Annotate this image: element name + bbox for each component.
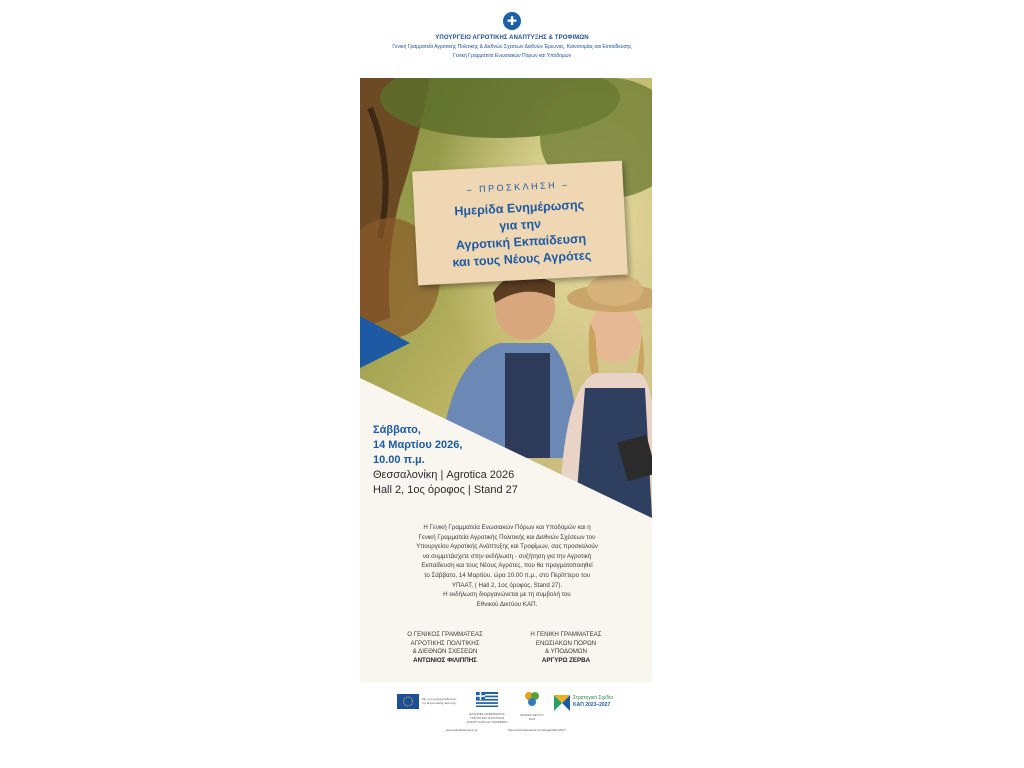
body-line: Εκπαίδευση και τους Νέους Αγρότες, που θα πραγματοποιηθεί bbox=[421, 562, 593, 570]
signature-title-line: ΕΝΩΣΙΑΚΩΝ ΠΟΡΩΝ bbox=[535, 639, 597, 647]
invitation-poster bbox=[360, 78, 652, 682]
event-date: 14 Μαρτίου 2026, bbox=[373, 439, 463, 451]
cap-plan-line2: ΚΑΠ 2023–2027 bbox=[573, 702, 611, 708]
body-line: Υπουργείου Αγροτικής Ανάπτυξης και Τροφίμων, σας προσκαλούν bbox=[416, 543, 598, 551]
eu-flag-icon bbox=[397, 694, 419, 709]
event-venue: Θεσσαλονίκη | Agrotica 2026 bbox=[373, 469, 515, 481]
cap-plan-logo bbox=[554, 695, 624, 711]
body-line: να συμμετάσχετε στην εκδήλωση - συζήτηση για την Αγροτική bbox=[422, 552, 592, 560]
invitation-card bbox=[412, 161, 628, 286]
invitation-label: – ΠΡΟΣΚΛΗΣΗ – bbox=[466, 179, 570, 195]
body-line: το Σάββατο, 14 Μαρτίου, ώρα 10.00 π.μ., στο Περίπτερο του bbox=[423, 571, 591, 579]
network-logo bbox=[520, 690, 544, 721]
event-day: Σάββατο, bbox=[373, 424, 421, 436]
footer-logos bbox=[360, 688, 652, 738]
title-line: και τους Νέους Αγρότες bbox=[452, 248, 592, 270]
signature-title-line: Ο ΓΕΝΙΚΟΣ ΓΡΑΜΜΑΤΕΑΣ bbox=[407, 631, 483, 638]
signature-left bbox=[385, 631, 505, 665]
signature-title-line: & ΔΙΕΘΝΩΝ ΣΧΕΣΕΩΝ bbox=[412, 648, 478, 656]
title-line: Αγροτική Εκπαίδευση bbox=[455, 231, 587, 253]
network-text: ΕΘΝΙΚΟ ΔΙΚΤΥΟ ΚΑΠ bbox=[520, 713, 544, 721]
signature-title-line: & ΥΠΟΔΟΜΩΝ bbox=[544, 648, 588, 656]
cap-plan-line1: Στρατηγικό Σχέδιο bbox=[573, 695, 614, 701]
eu-logo bbox=[397, 694, 461, 709]
title-line: για την bbox=[498, 216, 542, 234]
eu-text: Με τη συγχρηματοδότηση της Ευρωπαϊκής Ένωσης bbox=[422, 697, 457, 705]
signature-right bbox=[506, 631, 626, 665]
cap-plan-icon bbox=[554, 695, 570, 711]
network-leaf-icon bbox=[523, 690, 541, 708]
signature-name: ΑΡΓΥΡΩ ΖΕΡΒΑ bbox=[541, 656, 591, 664]
signature-name: ΑΝΤΩΝΙΟΣ ΦΙΛΙΠΠΗΣ bbox=[413, 656, 477, 664]
body-line: Η Γενική Γραμματεία Ενωσιακών Πόρων και Υποδομών και η bbox=[423, 524, 591, 531]
facebook-link[interactable]: https://www.facebook.com/kapgr2023-2027 bbox=[508, 728, 566, 732]
ministry-header bbox=[300, 12, 724, 61]
body-line: Εθνικού Δικτύου ΚΑΠ. bbox=[476, 600, 538, 608]
body-line: Η εκδήλωση διοργανώνεται με τη συμβολή του bbox=[443, 591, 571, 599]
ministry-title: ΥΠΟΥΡΓΕΙΟ ΑΓΡΟΤΙΚΗΣ ΑΝΑΠΤΥΞΗΣ & ΤΡΟΦΙΜΩΝ bbox=[435, 35, 589, 41]
greek-flag-icon bbox=[476, 692, 498, 707]
body-line: Γενική Γραμματεία Αγροτικής Πολιτικής και Διεθνών Σχέσεων του bbox=[418, 533, 596, 541]
signature-title-line: Η ΓΕΝΙΚΗ ΓΡΑΜΜΑΤΕΑΣ bbox=[530, 631, 602, 638]
event-hall: Hall 2, 1ος όροφος | Stand 27 bbox=[373, 484, 518, 496]
greek-seal-icon: ✚ bbox=[503, 12, 521, 30]
signature-title-line: ΑΓΡΟΤΙΚΗΣ ΠΟΛΙΤΙΚΗΣ bbox=[410, 639, 480, 647]
event-date-venue bbox=[373, 423, 573, 498]
body-line: ΥΠΑΑΤ, ( Hall 2, 1ος όροφος, Stand 27). bbox=[451, 581, 563, 589]
event-time: 10.00 π.μ. bbox=[373, 454, 425, 466]
event-title bbox=[414, 195, 627, 274]
title-line: Ημερίδα Ενημέρωσης bbox=[454, 197, 585, 219]
greece-logo bbox=[464, 692, 510, 724]
secretariat-line-1: Γενική Γραμματεία Αγροτικής Πολιτικής & Διεθνών Σχέσεων Διεθνών Έρευνας, Καινοτομίας και Εκπαίδευσης bbox=[392, 44, 632, 50]
website-link[interactable]: www.agrotikianaptyxi.gr bbox=[446, 728, 478, 732]
invitation-body bbox=[382, 523, 632, 609]
greece-text: ΕΛΛΗΝΙΚΗ ΔΗΜΟΚΡΑΤΙΑ ΥΠΟΥΡΓΕΙΟ ΑΓΡΟΤΙΚΗΣ ΑΝΑΠΤΥΞΗΣ ΚΑΙ ΤΡΟΦΙΜΩΝ bbox=[466, 712, 508, 724]
secretariat-line-2: Γενική Γραμματεία Ενωσιακών Πόρων και Υποδομών bbox=[452, 53, 572, 59]
